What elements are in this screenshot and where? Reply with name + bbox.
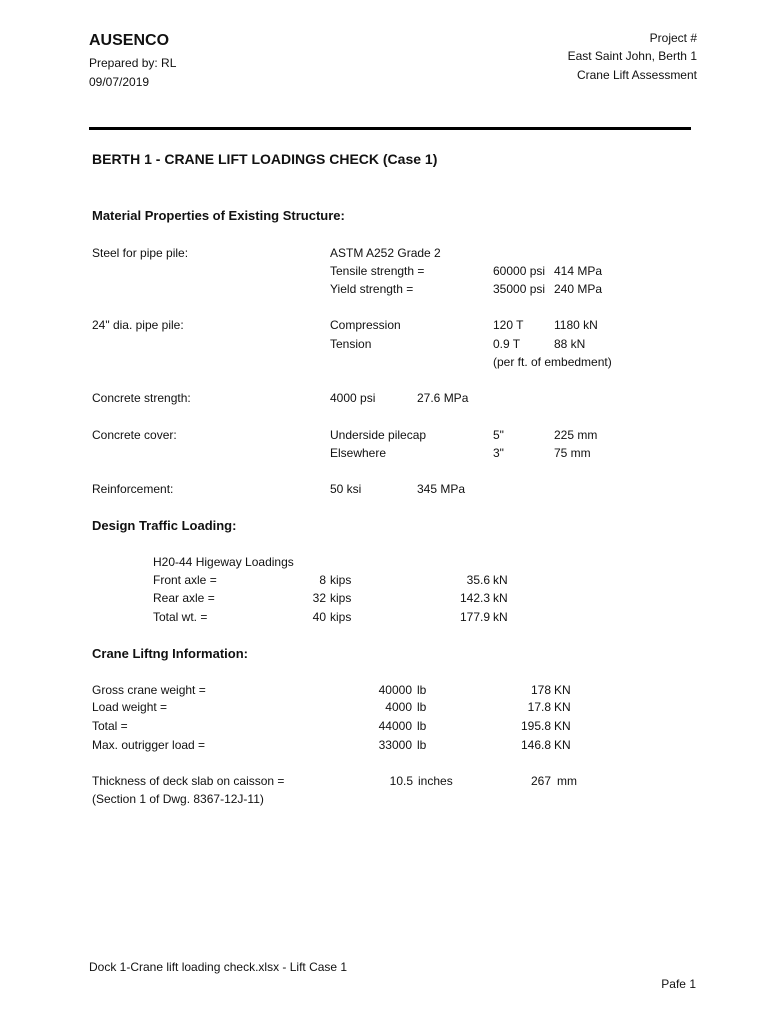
rear-axle-label: Rear axle = bbox=[153, 591, 215, 605]
reinforcement-mpa: 345 MPa bbox=[417, 482, 466, 496]
slab-thickness-in-unit: inches bbox=[418, 774, 453, 788]
total-wt-kips: 40 bbox=[312, 610, 326, 624]
cover-elsewhere-in: 3" bbox=[493, 446, 504, 460]
load-weight-lb-unit: lb bbox=[417, 700, 427, 714]
slab-thickness-mm: 267 bbox=[530, 774, 551, 788]
crane-total-kn-unit: KN bbox=[554, 719, 571, 733]
concrete-cover-label: Concrete cover: bbox=[92, 428, 177, 442]
crane-heading: Crane Liftng Information: bbox=[92, 646, 248, 661]
cover-underside-label: Underside pilecap bbox=[330, 428, 427, 442]
steel-grade: ASTM A252 Grade 2 bbox=[330, 246, 441, 260]
reinforcement-ksi: 50 ksi bbox=[330, 482, 362, 496]
cover-elsewhere-label: Elsewhere bbox=[330, 446, 387, 460]
outrigger-label: Max. outrigger load = bbox=[92, 738, 206, 752]
outrigger-kn: 146.8 bbox=[520, 738, 551, 752]
front-axle-kn: 35.6 bbox=[466, 573, 490, 587]
cover-underside-mm: 225 mm bbox=[554, 428, 598, 442]
traffic-subheading: H20-44 Higeway Loadings bbox=[153, 555, 294, 569]
material-heading: Material Properties of Existing Structure: bbox=[92, 208, 345, 223]
tension-kn: 88 kN bbox=[554, 337, 586, 351]
page-title: BERTH 1 - CRANE LIFT LOADINGS CHECK (Case 1) bbox=[92, 151, 438, 167]
prepared-by: Prepared by: RL bbox=[89, 56, 177, 70]
footer-filename: Dock 1-Crane lift loading check.xlsx - Lift Case 1 bbox=[89, 960, 348, 974]
compression-kn: 1180 kN bbox=[554, 318, 598, 332]
project-number: Project # bbox=[649, 31, 697, 45]
front-axle-kips: 8 bbox=[319, 573, 326, 587]
front-axle-kips-unit: kips bbox=[330, 573, 352, 587]
outrigger-kn-unit: KN bbox=[554, 738, 571, 752]
traffic-heading: Design Traffic Loading: bbox=[92, 518, 237, 533]
rear-axle-kips: 32 bbox=[312, 591, 326, 605]
gross-weight-label: Gross crane weight = bbox=[92, 683, 206, 697]
company-name: AUSENCO bbox=[89, 32, 170, 49]
compression-t: 120 T bbox=[493, 318, 524, 332]
project-subject: Crane Lift Assessment bbox=[576, 68, 697, 82]
reinforcement-label: Reinforcement: bbox=[92, 482, 174, 496]
outrigger-lb-unit: lb bbox=[417, 738, 427, 752]
tensile-label: Tensile strength = bbox=[330, 264, 425, 278]
cover-underside-in: 5" bbox=[493, 428, 504, 442]
compression-label: Compression bbox=[330, 318, 401, 332]
gross-weight-lb: 40000 bbox=[378, 683, 412, 697]
project-location: East Saint John, Berth 1 bbox=[567, 49, 697, 63]
total-wt-kn-unit: kN bbox=[493, 610, 508, 624]
rear-axle-kips-unit: kips bbox=[330, 591, 352, 605]
steel-label: Steel for pipe pile: bbox=[92, 246, 189, 260]
slab-thickness-label: Thickness of deck slab on caisson = bbox=[92, 774, 285, 788]
pile-label: 24" dia. pipe pile: bbox=[92, 318, 184, 332]
date: 09/07/2019 bbox=[89, 75, 150, 89]
total-wt-label: Total wt. = bbox=[153, 610, 208, 624]
load-weight-kn-unit: KN bbox=[554, 700, 571, 714]
cover-elsewhere-mm: 75 mm bbox=[554, 446, 591, 460]
tensile-mpa: 414 MPa bbox=[554, 264, 603, 278]
tensile-psi: 60000 psi bbox=[493, 264, 546, 278]
slab-thickness-mm-unit: mm bbox=[557, 774, 577, 788]
slab-thickness-in: 10.5 bbox=[389, 774, 413, 788]
yield-label: Yield strength = bbox=[330, 282, 414, 296]
concrete-strength-label: Concrete strength: bbox=[92, 391, 191, 405]
load-weight-label: Load weight = bbox=[92, 700, 168, 714]
embedment-note: (per ft. of embedment) bbox=[493, 355, 612, 369]
crane-total-label: Total = bbox=[92, 719, 128, 733]
load-weight-kn: 17.8 bbox=[527, 700, 551, 714]
concrete-strength-mpa: 27.6 MPa bbox=[417, 391, 469, 405]
header-rule bbox=[89, 127, 691, 130]
slab-drawing-ref: (Section 1 of Dwg. 8367-12J-11) bbox=[92, 792, 264, 806]
front-axle-kn-unit: kN bbox=[493, 573, 508, 587]
tension-t: 0.9 T bbox=[493, 337, 521, 351]
crane-total-lb-unit: lb bbox=[417, 719, 427, 733]
crane-total-lb: 44000 bbox=[378, 719, 412, 733]
crane-total-kn: 195.8 bbox=[520, 719, 551, 733]
yield-mpa: 240 MPa bbox=[554, 282, 603, 296]
outrigger-lb: 33000 bbox=[378, 738, 412, 752]
rear-axle-kn: 142.3 bbox=[459, 591, 490, 605]
total-wt-kips-unit: kips bbox=[330, 610, 352, 624]
tension-label: Tension bbox=[330, 337, 372, 351]
concrete-strength-psi: 4000 psi bbox=[330, 391, 376, 405]
yield-psi: 35000 psi bbox=[493, 282, 546, 296]
front-axle-label: Front axle = bbox=[153, 573, 217, 587]
rear-axle-kn-unit: kN bbox=[493, 591, 508, 605]
page-number: Pafe 1 bbox=[661, 977, 696, 991]
total-wt-kn: 177.9 bbox=[459, 610, 490, 624]
gross-weight-kn: 178 bbox=[530, 683, 551, 697]
gross-weight-kn-unit: KN bbox=[554, 683, 571, 697]
gross-weight-lb-unit: lb bbox=[417, 683, 427, 697]
load-weight-lb: 4000 bbox=[385, 700, 412, 714]
